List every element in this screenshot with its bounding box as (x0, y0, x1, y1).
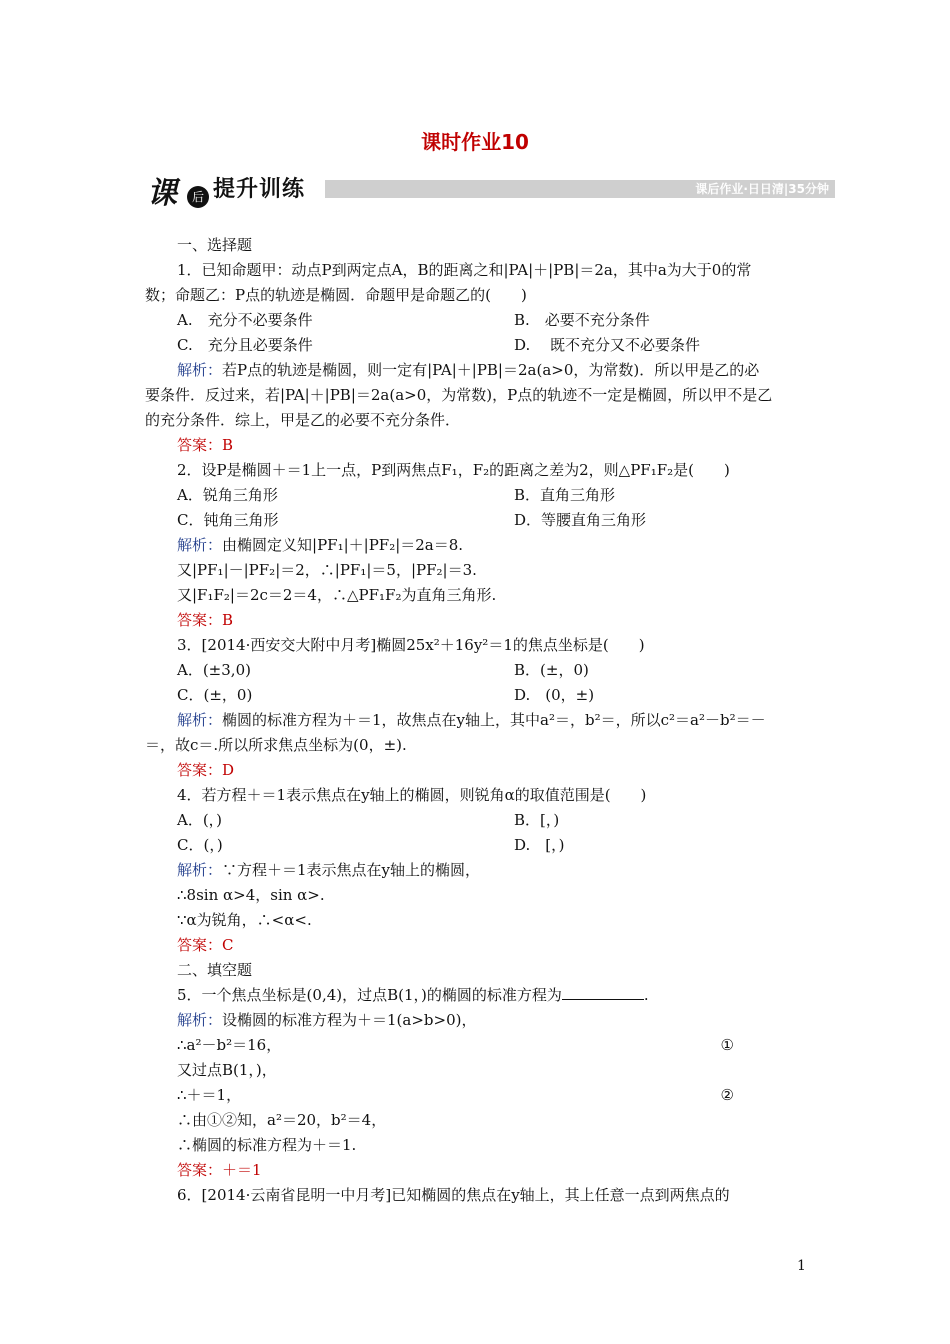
solution-label: 解析： (177, 711, 223, 729)
option-a: A．锐角三角形 (177, 486, 278, 504)
solution-line (145, 1033, 808, 1058)
solution-text: 的充分条件．综上，甲是乙的必要不充分条件． (145, 411, 461, 429)
solution-text: ∴＋＝1， (177, 1086, 242, 1104)
equation-number: ② (720, 1086, 734, 1104)
solution-text: 椭圆的标准方程为＋＝1，故焦点在y轴上，其中a²＝，b²＝，所以c²＝a²－b²＝－ (222, 711, 766, 729)
option-row (145, 658, 808, 683)
solution-label: 解析： (177, 536, 223, 554)
option-d: D. (0，±) (514, 686, 595, 704)
section-heading: 一、选择题 (177, 236, 253, 254)
option-row (145, 833, 808, 858)
answer: 答案：D (177, 761, 235, 779)
banner-heading: 提升训练 (213, 177, 306, 202)
banner-logo-char: 课 (147, 176, 177, 211)
option-row (145, 333, 808, 358)
option-row (145, 508, 808, 533)
banner-logo (145, 168, 217, 211)
option-a: A．(，) (177, 811, 223, 829)
solution-text: 又过点B(1，)， (177, 1061, 277, 1079)
solution-line (145, 1083, 808, 1108)
option-c: C．(，) (177, 836, 223, 854)
answer: 答案：＋＝1 (177, 1161, 262, 1179)
solution-line (145, 708, 808, 733)
question-text: 数；命题乙：P点的轨迹是椭圆．命题甲是命题乙的( ) (145, 286, 527, 304)
solution-label: 解析： (177, 1011, 223, 1029)
solution-text: 若P点的轨迹是椭圆，则一定有|PA|＋|PB|＝2a(a>0，为常数)．所以甲是乙的必 (222, 361, 760, 379)
answer-blank (562, 983, 644, 1000)
solution-text: ∴由①②知，a²＝20，b²＝4， (177, 1111, 387, 1129)
solution-line (145, 858, 808, 883)
banner-logo-badge: 后 (187, 186, 209, 208)
option-c: C．钝角三角形 (177, 511, 279, 529)
solution-text: ＝，故c＝.所以所求焦点坐标为(0，±). (145, 736, 407, 754)
solution-label: 解析： (177, 861, 223, 879)
solution-text: 设椭圆的标准方程为＋＝1(a>b>0)， (222, 1011, 477, 1029)
banner-bar-text: 课后作业·日日清|35分钟 (695, 182, 829, 196)
page-number: 1 (797, 1258, 806, 1274)
option-c: C．(±，0) (177, 686, 253, 704)
section-heading: 二、填空题 (177, 961, 253, 979)
solution-text: 要条件．反过来，若|PA|＋|PB|＝2a(a>0，为常数)，P点的轨迹不一定是椭圆，所以甲不是乙 (145, 386, 773, 404)
question-text: 3．[2014·西安交大附中月考]椭圆25x²＋16y²＝1的焦点坐标是( ) (177, 636, 645, 654)
question-text: 1．已知命题甲：动点P到两定点A，B的距离之和|PA|＋|PB|＝2a，其中a为大于0的常 (177, 261, 752, 279)
option-b: B．直角三角形 (514, 486, 616, 504)
solution-text: 又|F₁F₂|＝2c＝2＝4，∴△PF₁F₂为直角三角形. (177, 586, 497, 604)
equation-number: ① (720, 1036, 734, 1054)
option-c: C. 充分且必要条件 (177, 336, 313, 354)
option-row (145, 308, 808, 333)
question-end: . (643, 986, 649, 1004)
question-text: 2．设P是椭圆＋＝1上一点，P到两焦点F₁，F₂的距离之差为2，则△PF₁F₂是( ) (177, 461, 730, 479)
document-content (145, 233, 808, 1208)
option-d: D. [，) (514, 836, 565, 854)
solution-line (145, 1008, 808, 1033)
solution-line (145, 358, 808, 383)
solution-text: 由椭圆定义知|PF₁|＋|PF₂|＝2a＝8. (222, 536, 464, 554)
option-b: B．[，) (514, 811, 560, 829)
solution-text: 又|PF₁|－|PF₂|＝2，∴|PF₁|＝5，|PF₂|＝3. (177, 561, 477, 579)
option-row (145, 808, 808, 833)
solution-text: ∵α为锐角，∴<α<. (177, 911, 312, 929)
solution-label: 解析： (177, 361, 223, 379)
solution-text: ∴8sin α>4，sin α>. (177, 886, 325, 904)
question-line (145, 983, 808, 1008)
answer: 答案：C (177, 936, 234, 954)
page-title: 课时作业10 (421, 130, 529, 154)
option-d: D. 既不充分又不必要条件 (514, 336, 701, 354)
option-a: A. 充分不必要条件 (177, 311, 313, 329)
answer: 答案：B (177, 436, 234, 454)
option-b: B．(±，0) (514, 661, 589, 679)
question-text: 5．一个焦点坐标是(0,4)，过点B(1，)的椭圆的标准方程为 (177, 986, 562, 1004)
solution-text: ∵方程＋＝1表示焦点在y轴上的椭圆， (222, 861, 481, 879)
question-text: 4．若方程＋＝1表示焦点在y轴上的椭圆，则锐角α的取值范围是( ) (177, 786, 647, 804)
banner-bar (325, 180, 835, 198)
section-banner (145, 168, 835, 210)
answer: 答案：B (177, 611, 234, 629)
option-b: B. 必要不充分条件 (514, 311, 650, 329)
solution-text: ∴椭圆的标准方程为＋＝1. (177, 1136, 357, 1154)
solution-line (145, 533, 808, 558)
solution-text: ∴a²－b²＝16， (177, 1036, 282, 1054)
option-a: A．(±3,0) (177, 661, 251, 679)
question-text: 6．[2014·云南省昆明一中月考]已知椭圆的焦点在y轴上，其上任意一点到两焦点的 (177, 1186, 730, 1204)
option-d: D．等腰直角三角形 (514, 511, 647, 529)
option-row (145, 483, 808, 508)
option-row (145, 683, 808, 708)
